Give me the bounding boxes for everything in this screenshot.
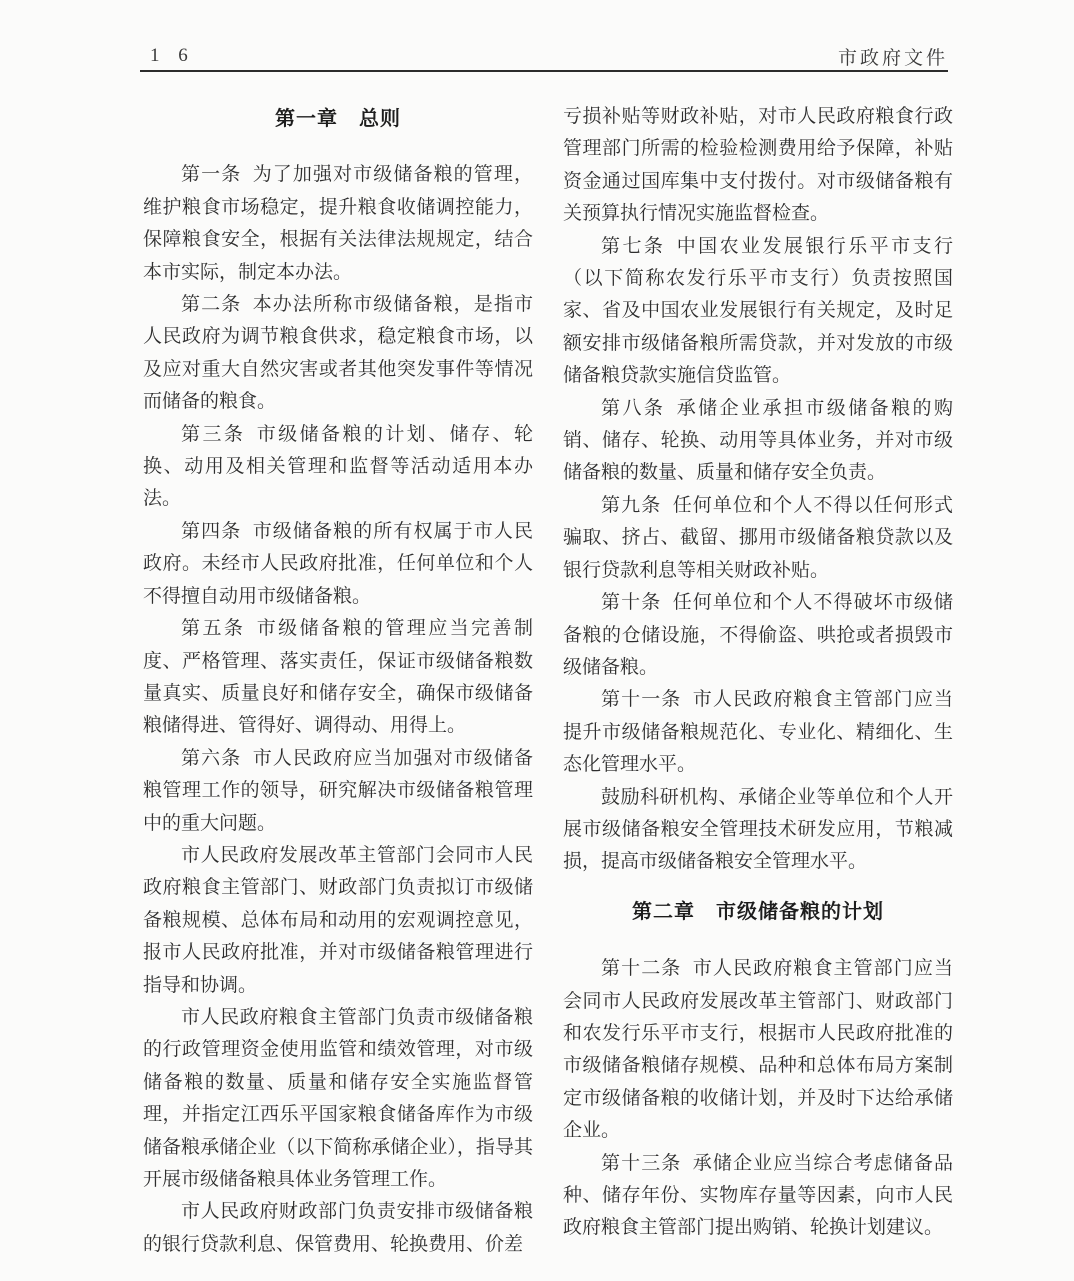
article-number: 第三条 (181, 423, 246, 445)
article-paragraph (143, 1002, 533, 1196)
article-number: 第五条 (181, 618, 246, 640)
paragraph-text: 市人民政府粮食主管部门应当提升市级储备粮规范化、专业化、精细化、生态化管理水平。 (563, 689, 953, 776)
paragraph-text: 任何单位和个人不得破坏市级储备粮的仓储设施，不得偷盗、哄抢或者损毁市级储备粮。 (563, 592, 953, 678)
article-paragraph (563, 393, 953, 490)
paragraph-text: 承储企业承担市级储备粮的购销、储存、轮换、动用等具体业务，并对市级储备粮的数量、质量和储存安全负责。 (563, 397, 953, 484)
article-paragraph (563, 587, 953, 684)
article-number: 第十二条 (601, 958, 682, 980)
article-number: 第六条 (181, 747, 242, 769)
article-paragraph (563, 684, 953, 781)
continuation-paragraph (563, 101, 953, 231)
article-number: 第十条 (601, 592, 662, 614)
paragraph-text: 承储企业应当综合考虑储备品种、储存年份、实物库存量等因素，向市人民政府粮食主管部门提出购销、轮换计划建议。 (563, 1152, 953, 1239)
article-number: 第四条 (181, 520, 242, 542)
paragraph-text: 市人民政府应当加强对市级储备粮管理工作的领导，研究解决市级储备粮管理中的重大问题。 (143, 747, 533, 834)
paragraph-text: 市人民政府粮食主管部门应当会同市人民政府发展改革主管部门、财政部门和农发行乐平市支行，根据市人民政府批准的市级储备粮储存规模、品种和总体布局方案制定市级储备粮的收储计划，并及时下达给承储企业。 (563, 958, 953, 1142)
column-right (563, 101, 953, 1261)
article-number: 第九条 (601, 494, 662, 516)
article-paragraph (143, 840, 533, 1002)
article-number: 第十一条 (601, 689, 682, 711)
paragraph-text: 亏损补贴等财政补贴，对市人民政府粮食行政管理部门所需的检验检测费用给予保障，补贴资金通过国库集中支付拨付。对市级储备粮有关预算执行情况实施监督检查。 (563, 106, 953, 225)
header-rule (140, 70, 948, 72)
paragraph-text: 市级储备粮的计划、储存、轮换、动用及相关管理和监督等活动适用本办法。 (143, 423, 533, 510)
column-left (143, 101, 533, 1261)
paragraph-text: 鼓励科研机构、承储企业等单位和个人开展市级储备粮安全管理技术研发应用，节粮减损，提高市级储备粮安全管理水平。 (563, 786, 953, 873)
article-paragraph (143, 516, 533, 613)
article-paragraph (143, 613, 533, 743)
paragraph-text: 市人民政府发展改革主管部门会同市人民政府粮食主管部门、财政部门负责拟订市级储备粮规模、总体布局和动用的宏观调控意见，报市人民政府批准，并对市级储备粮管理进行指导和协调。 (143, 844, 533, 996)
article-number: 第七条 (601, 235, 666, 257)
article-paragraph (563, 782, 953, 879)
chapter-2-heading: 第二章 市级储备粮的计划 (632, 900, 884, 923)
paragraph-text: 市人民政府粮食主管部门负责市级储备粮的行政管理资金使用监管和绩效管理，对市级储备粮的数量、质量和储存安全实施监督管理，并指定江西乐平国家粮食储备库作为市级储备粮承储企业（以下简称承储企业），指导其开展市级储备粮具体业务管理工作。 (143, 1006, 533, 1190)
article-paragraph (143, 419, 533, 516)
article-paragraph (143, 743, 533, 840)
article-number: 第二条 (181, 294, 242, 316)
paragraph-text: 本办法所称市级储备粮，是指市人民政府为调节粮食供求，稳定粮食市场，以及应对重大自然灾害或者其他突发事件等情况而储备的粮食。 (143, 294, 533, 413)
paragraph-text: 市人民政府财政部门负责安排市级储备粮的银行贷款利息、保管费用、轮换费用、价差 (143, 1201, 533, 1255)
paragraph-text: 中国农业发展银行乐平市支行（以下简称农发行乐平市支行）负责按照国家、省及中国农业发展银行有关规定，及时足额安排市级储备粮所需贷款，并对发放的市级储备粮贷款实施信贷监管。 (563, 235, 953, 387)
article-number: 第一条 (181, 164, 242, 186)
article-paragraph (143, 159, 533, 289)
two-column-body (143, 101, 953, 1261)
page-number: 1 6 (150, 45, 195, 66)
paragraph-text: 任何单位和个人不得以任何形式骗取、挤占、截留、挪用市级储备粮贷款以及银行贷款利息等相关财政补贴。 (563, 494, 953, 581)
paragraph-text: 市级储备粮的所有权属于市人民政府。未经市人民政府批准，任何单位和个人不得擅自动用市级储备粮。 (143, 520, 533, 607)
article-paragraph (563, 953, 953, 1147)
article-paragraph (143, 1196, 533, 1261)
article-paragraph (143, 289, 533, 419)
article-paragraph (563, 231, 953, 393)
article-paragraph (563, 1148, 953, 1245)
paragraph-text: 市级储备粮的管理应当完善制度、严格管理、落实责任，保证市级储备粮数量真实、质量良好和储存安全，确保市级储备粮储得进、管得好、调得动、用得上。 (143, 618, 533, 737)
header-label: 市政府文件 (837, 48, 948, 69)
article-number: 第八条 (601, 397, 666, 419)
chapter-1-heading: 第一章 总则 (275, 108, 401, 130)
article-number: 第十三条 (601, 1152, 682, 1174)
paragraph-text: 为了加强对市级储备粮的管理，维护粮食市场稳定，提升粮食收储调控能力，保障粮食安全，根据有关法律法规规定，结合本市实际，制定本办法。 (143, 164, 533, 283)
article-paragraph (563, 490, 953, 587)
